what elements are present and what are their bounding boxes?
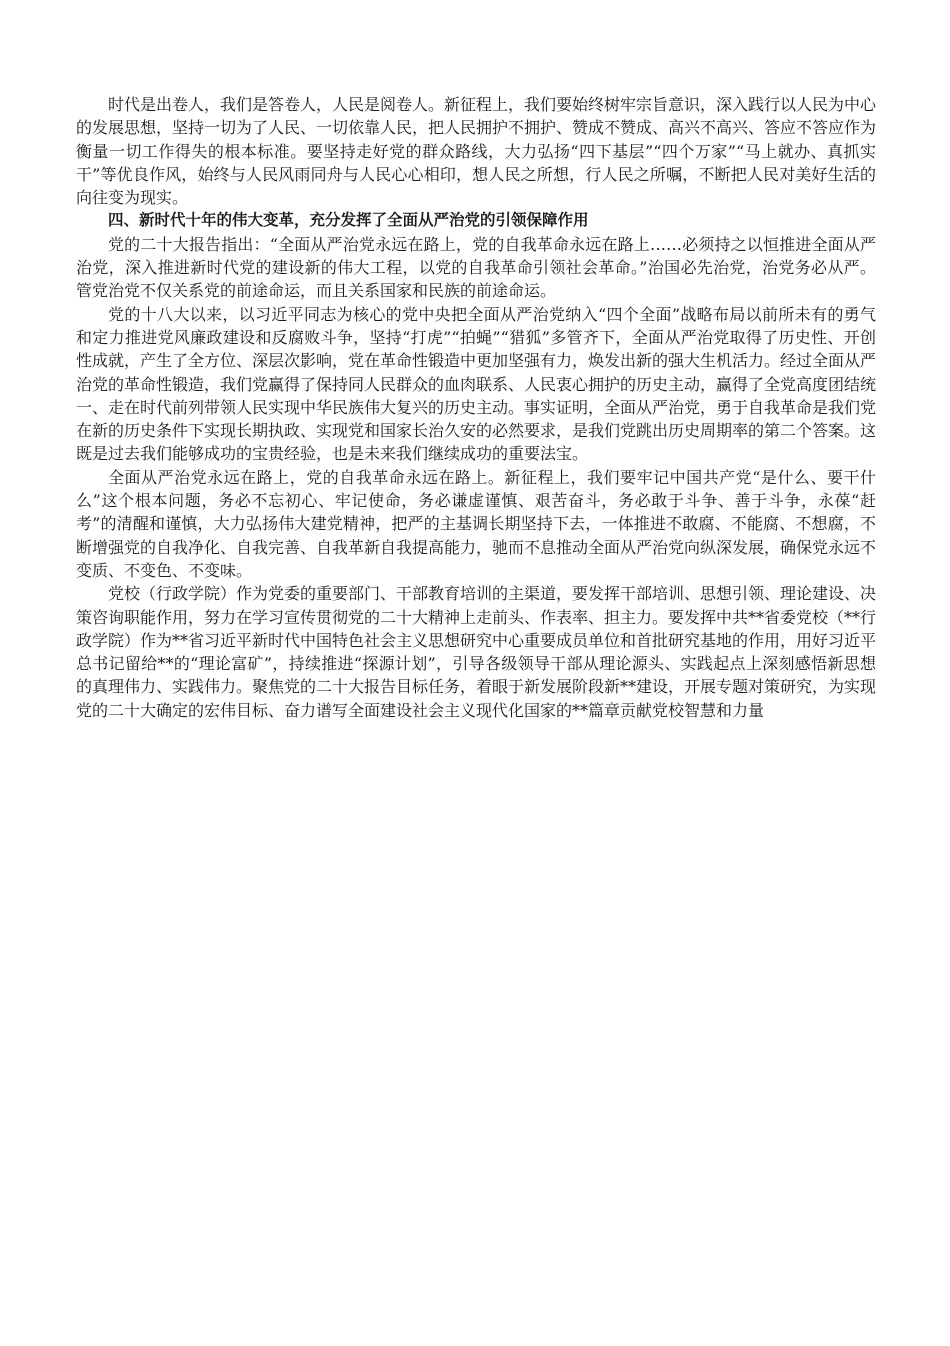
paragraph-eighteenth-congress: 党的十八大以来，以习近平同志为核心的党中央把全面从严治党纳入“四个全面”战略布局以前所未有的勇气和定力推进党风廉政建设和反腐败斗争，坚持“打虎”“拍蝇”“猎狐”多管齐下，全面从严治党取得了历史性、开创性成就，产生了全方位、深层次影响，党在革命性锻造中更加坚强有力，焕发出新的强大生机活力。经过全面从严治党的革命性锻造，我们党赢得了保持同人民群众的血肉联系、人民衷心拥护的历史主动，赢得了全党高度团结统一、走在时代前列带领人民实现中华民族伟大复兴的历史主动。事实证明，全面从严治党，勇于自我革命是我们党在新的历史条件下实现长期执政、实现党和国家长治久安的必然要求，是我们党跳出历史周期率的第二个答案。这既是过去我们能够成功的宝贵经验，也是未来我们继续成功的重要法宝。 [76,304,877,464]
paragraph-people-centered: 时代是出卷人，我们是答卷人，人民是阅卷人。新征程上，我们要始终树牢宗旨意识，深入践行以人民为中心的发展思想，坚持一切为了人民、一切依靠人民，把人民拥护不拥护、赞成不赞成、高兴不高兴、答应不答应作为衡量一切工作得失的根本标准。要坚持走好党的群众路线，大力弘扬“四下基层”“四个万家”“马上就办、真抓实干”等优良作风，始终与人民风雨同舟与人民心心相印，想人民之所想，行人民之所嘱，不断把人民对美好生活的向往变为现实。 [76,95,877,208]
paragraph-self-revolution: 全面从严治党永远在路上，党的自我革命永远在路上。新征程上，我们要牢记中国共产党“是什么、要干什么”这个根本问题，务必不忘初心、牢记使命，务必谦虚谨慎、艰苦奋斗，务必敢于斗争、善于斗争，永葆“赶考”的清醒和谨慎，大力弘扬伟大建党精神，把严的主基调长期坚持下去，一体推进不敢腐、不能腐、不想腐，不断增强党的自我净化、自我完善、自我革新自我提高能力，驰而不息推动全面从严治党向纵深发展，确保党永远不变质、不变色、不变味。 [76,467,877,580]
paragraph-report-quote: 党的二十大报告指出：“全面从严治党永远在路上，党的自我革命永远在路上……必须持之以恒推进全面从严治党，深入推进新时代党的建设新的伟大工程，以党的自我革命引领社会革命。”治国必先治党，治党务必从严。管党治党不仅关系党的前途命运，而且关系国家和民族的前途命运。 [76,234,876,301]
paragraph-party-school: 党校（行政学院）作为党委的重要部门、干部教育培训的主渠道，要发挥干部培训、思想引领、理论建设、决策咨询职能作用，努力在学习宣传贯彻党的二十大精神上走前头、作表率、担主力。要发挥中共**省委党校（**行政学院）作为**省习近平新时代中国特色社会主义思想研究中心重要成员单位和首批研究基地的作用，用好习近平总书记留给**的“理论富矿”，持续推进“探源计划”，引导各级领导干部从理论源头、实践起点上深刻感悟新思想的真理伟力、实践伟力。聚焦党的二十大报告目标任务，着眼于新发展阶段新**建设，开展专题对策研究，为实现党的二十大确定的宏伟目标、奋力谱写全面建设社会主义现代化国家的**篇章贡献党校智慧和力量 [76,584,877,720]
section-heading-four: 四、新时代十年的伟大变革，充分发挥了全面从严治党的引领保障作用 [108,211,589,230]
document-body [76,93,876,722]
